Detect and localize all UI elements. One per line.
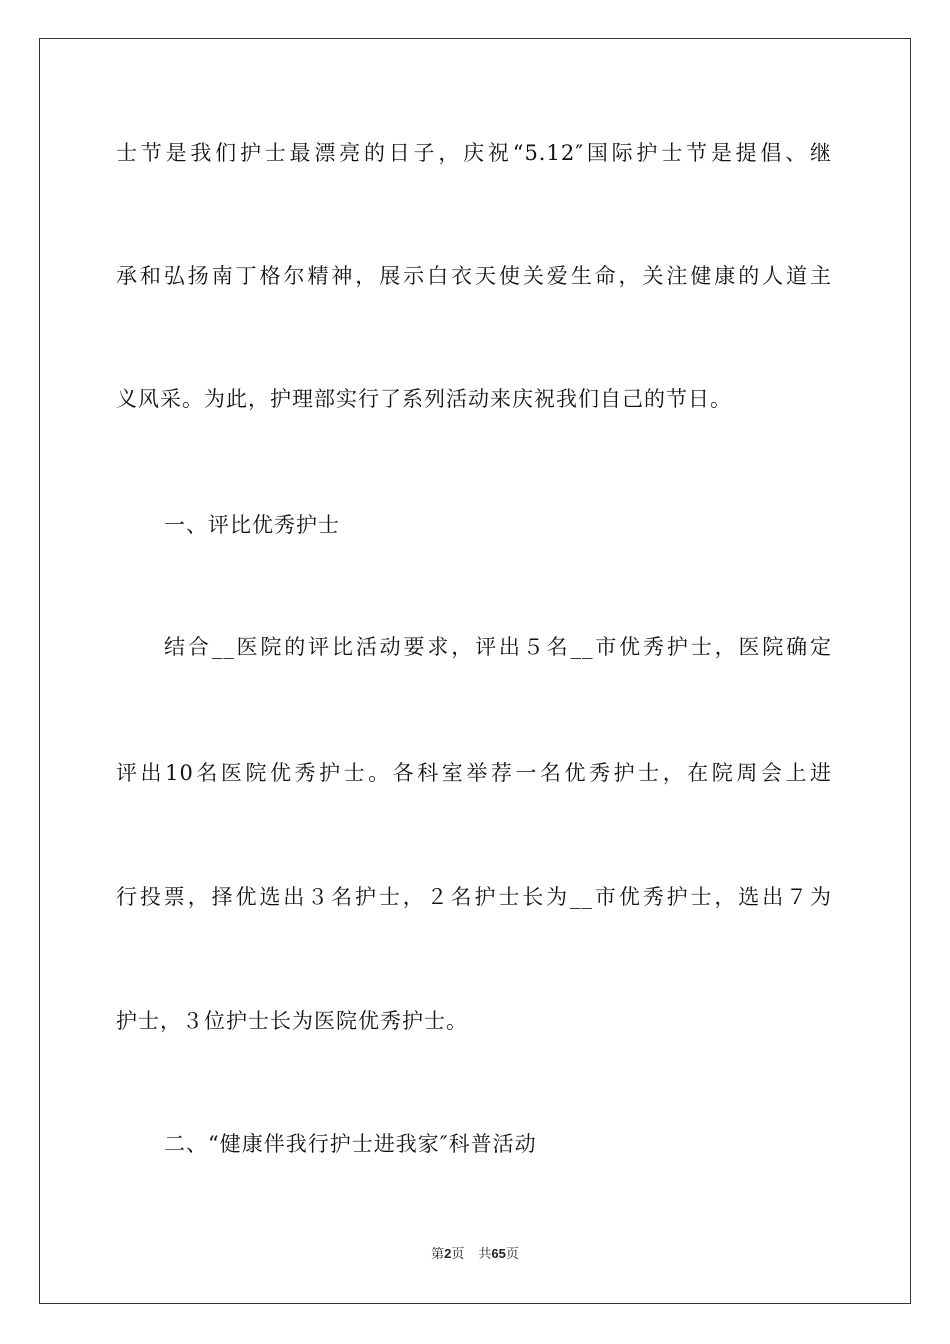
footer-total-pages: 65 (491, 1246, 506, 1261)
page-frame (39, 38, 911, 1304)
paragraph-line-3: 义风采。为此，护理部实行了系列活动来庆祝我们自己的节日。 (116, 387, 732, 411)
footer-total-suffix: 页 (505, 1247, 519, 1262)
paragraph-line-6: 行投票，择优选出３名护士，２名护士长为__市优秀护士，选出７为 (116, 885, 832, 909)
paragraph-line-1: 士节是我们护士最漂亮的日子，庆祝“5.12″国际护士节是提倡、继 (116, 141, 832, 165)
section-heading-1: 一、评比优秀护士 (164, 513, 340, 537)
paragraph-line-7: 护士，３位护士长为医院优秀护士。 (116, 1009, 468, 1033)
page-footer (0, 1246, 950, 1263)
section-heading-2: 二、“健康伴我行护士进我家″科普活动 (164, 1132, 537, 1156)
footer-page-prefix: 第 (431, 1247, 445, 1262)
footer-total-prefix: 共 (478, 1247, 492, 1262)
paragraph-line-4: 结合__医院的评比活动要求，评出５名__市优秀护士，医院确定 (164, 635, 832, 659)
paragraph-line-5: 评出10名医院优秀护士。各科室举荐一名优秀护士，在院周会上进 (116, 761, 832, 785)
footer-page-suffix: 页 (451, 1247, 465, 1262)
footer-page-number: 2 (444, 1246, 452, 1261)
paragraph-line-2: 承和弘扬南丁格尔精神，展示白衣天使关爱生命，关注健康的人道主 (116, 264, 832, 288)
